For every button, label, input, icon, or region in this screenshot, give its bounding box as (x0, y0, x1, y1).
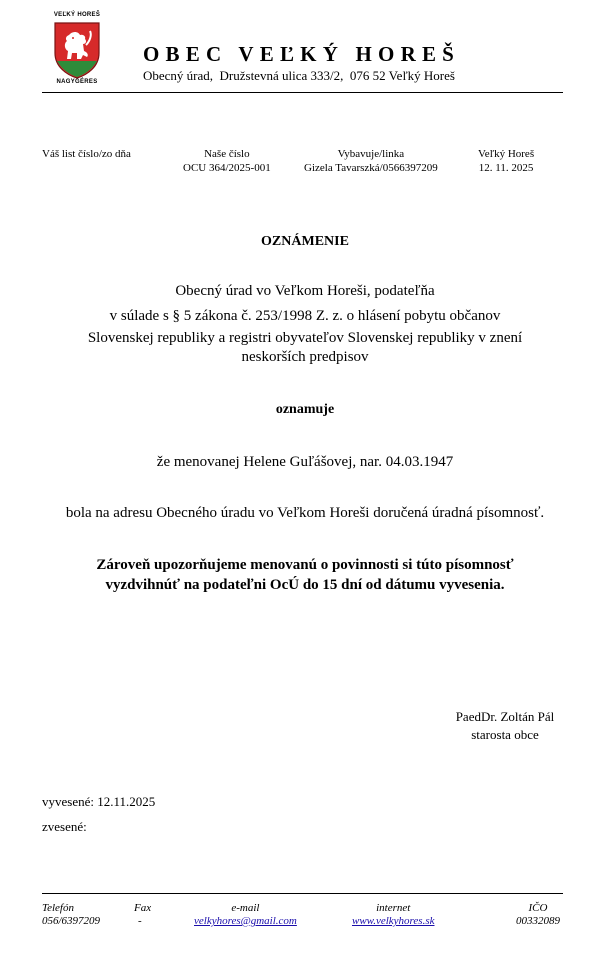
fax-label: Fax (134, 902, 152, 914)
ico-label: IČO (528, 902, 548, 914)
place-label: Veľký Horeš (478, 148, 535, 160)
pickup-notice (0, 555, 610, 595)
posted-date: vyvesené: 12.11.2025 (42, 794, 156, 809)
your-letter-label: Váš list číslo/zo dňa (42, 148, 131, 160)
footer-fax (134, 902, 151, 928)
email-label: e-mail (231, 902, 260, 914)
intro-paragraph (0, 279, 610, 367)
footer-phone (42, 902, 100, 928)
intro-line: neskorších predpisov (241, 349, 369, 365)
phone-label: Telefón (42, 902, 74, 914)
intro-line: v súlade s § 5 zákona č. 253/1998 Z. z. o hlásení pobytu občanov (109, 308, 501, 324)
delivered-line: bola na adresu Obecného úradu vo Veľkom Horeši doručená úradná písomnosť. (65, 505, 545, 521)
municipality-title: OBEC VEĽKÝ HOREŠ (143, 42, 461, 66)
footer-ico (516, 902, 560, 928)
intro-line: Obecný úrad vo Veľkom Horeši, podateľňa (175, 283, 435, 299)
email-link[interactable]: velkyhores@gmail.com (194, 915, 297, 927)
named-person-line: že menovanej Helene Guľášovej, nar. 04.03.1947 (156, 454, 454, 470)
coat-of-arms (46, 12, 108, 88)
date-value: 12. 11. 2025 (478, 162, 534, 174)
web-label: internet (376, 902, 411, 914)
shield-icon (53, 21, 101, 79)
notice-line: Zároveň upozorňujeme menovanú o povinnosti si túto písomnosť (96, 557, 514, 573)
notice-line: vyzdvihnúť na podateľni OcÚ do 15 dní od dátumu vyvesenia. (105, 577, 505, 593)
footer-email (194, 902, 297, 928)
handled-by-value: Gizela Tavarszká/0566397209 (304, 162, 438, 174)
crest-bottom-text: NAGYGÉRES (56, 79, 98, 85)
signatory-name: PaedDr. Zoltán Pál (455, 709, 555, 724)
footer-web (352, 902, 434, 928)
crest-top-text: VEĽKÝ HOREŠ (53, 12, 101, 18)
web-link[interactable]: www.velkyhores.sk (352, 915, 435, 927)
fax-value: - (138, 915, 142, 927)
office-address: Obecný úrad, Družstevná ulica 333/2, 076 52 Veľký Horeš (143, 68, 455, 83)
removed-date: zvesené: (42, 819, 87, 834)
your-letter-field (42, 147, 131, 161)
our-number-value: OCU 364/2025-001 (183, 162, 271, 174)
footer-divider (42, 893, 563, 894)
signatory-role: starosta obce (471, 727, 539, 742)
signature-block (420, 708, 590, 744)
our-number-label: Naše číslo (204, 148, 250, 160)
announce-word: oznamuje (275, 402, 335, 417)
handled-by-label: Vybavuje/linka (337, 148, 405, 160)
document-heading: OZNÁMENIE (261, 234, 349, 249)
header-divider (42, 92, 563, 93)
handled-by-field (304, 147, 438, 175)
place-date-field (478, 147, 534, 175)
phone-value: 056/6397209 (42, 915, 101, 927)
our-number-field (183, 147, 271, 175)
ico-value: 00332089 (516, 915, 560, 927)
intro-line: Slovenskej republiky a registri obyvateľov Slovenskej republiky v znení (87, 330, 523, 346)
